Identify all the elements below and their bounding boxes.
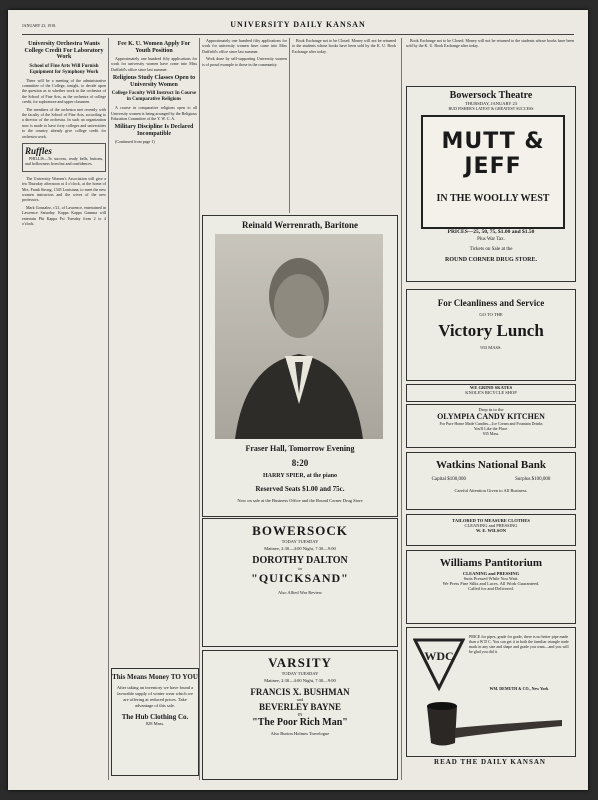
column-rule — [108, 38, 109, 780]
read-the-kansan-footer: READ THE DAILY KANSAN — [434, 758, 546, 766]
olympia-line-3: You'll Like the Place. — [473, 426, 509, 431]
ruffles-title: Ruffles — [25, 145, 52, 156]
varsity-when: TODAY TUESDAY — [281, 671, 319, 676]
bowersock-film: "QUICKSAND" — [251, 571, 349, 585]
bowersock-name: BOWERSOCK — [252, 523, 348, 538]
skates-line-2: KNOLE'S BICYCLE SHOP — [465, 390, 517, 395]
column-2 — [111, 38, 197, 147]
theatre-tickets: Tickets on Sale at the — [469, 247, 513, 252]
article-paragraph: Book Exchange not to be Closed. Money will not be returned to the students whose books have been sold by the K. U. Book Exchange after today. — [406, 38, 574, 49]
bowersock-in: in — [298, 566, 302, 571]
concert-pianist: HARRY SPIER, at the piano — [262, 473, 338, 479]
wdc-ad-text: PRICE for pipes, grade for grade, there is no better pipe made than a W D C. You can get it in both the familiar triangle trade mark in any size and shape and grade you want—and you will be glad you did it. — [469, 634, 569, 654]
column-rule — [401, 38, 402, 780]
wdc-logo — [413, 636, 465, 692]
theatre-store: ROUND CORNER DRUG STORE. — [445, 257, 537, 263]
newspaper-title: UNIVERSITY DAILY KANSAN — [230, 20, 366, 29]
pantorium-line-4: Called for and Delivered. — [468, 586, 514, 591]
tailored-name: W. E. WILSON — [475, 528, 506, 533]
bowersock-when: TODAY TUESDAY — [281, 539, 319, 544]
victory-name: Victory Lunch — [438, 321, 544, 340]
pantorium-name: Williams Pantitorium — [439, 557, 543, 569]
book-exchange-note — [406, 38, 574, 82]
watkins-surplus: Surplus $100,000 — [515, 477, 551, 482]
article-paragraph: A course in comparative religions open to all University women is being arranged by the Religious Education Committee of the Y. W. C. A. — [111, 105, 197, 122]
varsity-name: VARSITY — [268, 655, 332, 670]
bowersock-star: DOROTHY DALTON — [252, 555, 348, 566]
article-paragraph: The members of the orchestra met recently with the faculty of the School of Fine Arts, according to a director of the orchestra. In such an organization now is made to have forty colleges and universities to the country already give college credit for orchestra work. — [22, 106, 106, 139]
article-paragraph: (Continued from page 1) — [115, 139, 155, 145]
headline-religious-study: Religious Study Classes Open to University Women — [112, 75, 196, 88]
theatre-subtitle: BUD FISHER'S LATEST & GREATEST SUCCESS — [448, 106, 534, 111]
article-paragraph: Approximately one hundred fifty applications for work for university women have come into Miss Duffield's office since last summer. — [202, 38, 287, 54]
theatre-tax: Plus War Tax. — [477, 237, 505, 242]
concert-prices: Reserved Seats $1.00 and 75c. — [255, 485, 345, 493]
victory-address: 933 MASS. — [480, 345, 502, 350]
article-paragraph: There will be a meeting of the administrative committee of the College, tonight, to decide upon the question as to whether work in the orchestra of the School of Fine Arts, as the orchestra of college credit, for sophomore and upper classmen. — [22, 77, 106, 105]
wdc-pipe-ad — [406, 627, 576, 757]
show-subtitle: IN THE WOOLLY WEST — [436, 193, 550, 204]
ruffles-note: PHILLIS—To success, ready bells, buttons, and hollowness from but and confidences. — [25, 155, 103, 167]
headline-women-apply: Fee K. U. Women Apply For Youth Position — [117, 41, 191, 54]
concert-venue: Fraser Hall, Tomorrow Evening — [245, 444, 355, 453]
hub-clothing-ad — [111, 668, 199, 776]
mutt-jeff-artwork — [421, 115, 565, 229]
pantorium-line-1: CLEANING and PRESSING — [462, 571, 520, 576]
article-paragraph: Mark Gonzalez, c'21, of Lawrence, entertained in Lawrence Saturday. Kappa Kappa Gamma will entertain Phi Kappa Psi Tuesday from 2 to 4 o'clock. — [22, 204, 106, 227]
theatre-date: THURSDAY, JANUARY 23 — [465, 101, 517, 106]
subhead-religious-study: College Faculty Will Instruct In Course in Comparative Religions — [111, 91, 197, 103]
concert-time: 8:20 — [291, 458, 309, 468]
theatre-name: Bowersock Theatre — [449, 90, 533, 101]
bowersock-also: Also Allied War Review — [278, 590, 322, 595]
tailored-line-2: CLEANING and PRESSING — [464, 523, 518, 528]
hub-ad-body: After taking an inventory we have found a favorable supply of winter wear which we are offering at reduced prices. Take advantage of this sale. — [116, 685, 194, 708]
bowersock-times: Matinee, 2:30—4:00 Night, 7:30—9:00 — [264, 546, 336, 551]
skates-line-1: WE GRIND SKATES — [469, 385, 513, 390]
masthead — [22, 20, 574, 35]
varsity-star-2: BEVERLEY BAYNE — [258, 702, 342, 712]
column-1 — [22, 38, 106, 228]
portrait-illustration — [215, 234, 383, 439]
concert-sale-info: Now on sale at the Business Office and the Round Corner Drug Store — [237, 498, 363, 503]
bowersock-film-ad — [202, 518, 398, 647]
article-paragraph: Approximately one hundred fifty applications for work for university women have come into Miss Duffield's office since last summer. — [111, 56, 197, 72]
wdc-triangle-icon — [413, 636, 465, 692]
williams-pantitorium-ad — [406, 550, 576, 624]
article-paragraph: The University Women's Association will give a tea Thursday afternoon at 4 o'clock, at the home of Mrs. Frank Strong, 1345 Louisiana, to meet the new women instructors and the wives of the new professors. — [22, 175, 106, 203]
pipe-icon — [417, 698, 567, 748]
column-4 — [292, 38, 396, 56]
hub-ad-address: 828 Mass. — [145, 721, 165, 726]
article-paragraph: Book Exchange not to be Closed. Money will not be returned to the students whose books have been sold by the K. U. Book Exchange after today. — [292, 38, 396, 54]
varsity-in: IN — [297, 712, 303, 717]
varsity-and: and — [296, 697, 304, 702]
article-paragraph: Work done by self-supporting University women is of proud example to those in the community. — [202, 56, 287, 67]
wilson-tailor-ad — [406, 514, 576, 546]
portrait-photo — [215, 234, 383, 439]
watkins-tagline: Careful Attention Given to All Business. — [454, 488, 528, 493]
tailored-line-1: TAILORED TO MEASURE CLOTHES — [452, 518, 530, 523]
watkins-bank-ad — [406, 452, 576, 510]
watkins-figures — [407, 477, 575, 482]
headline-orchestra: University Orchestra Wants College Credit For Laboratory Work — [24, 41, 104, 60]
newspaper-page — [8, 10, 588, 790]
olympia-candy-ad — [406, 404, 576, 448]
varsity-times: Matinee, 2:30—4:00 Night, 7:30—9:00 — [264, 678, 336, 683]
bowersock-theatre-ad — [406, 86, 576, 282]
column-rule — [199, 38, 200, 780]
wdc-maker: WM. DEMUTH & CO., New York — [489, 686, 549, 691]
subhead-orchestra: School of Fine Arts Will Furnish Equipment for Symphony Work — [29, 63, 99, 75]
olympia-name: OLYMPIA CANDY KITCHEN — [437, 412, 545, 421]
knoles-bicycle-ad — [406, 384, 576, 402]
concert-title: Reinald Werrenrath, Baritone — [242, 220, 358, 230]
ruffles-box — [22, 143, 106, 172]
olympia-line-1: Drop in to the — [478, 407, 504, 412]
werrenrath-concert-ad — [202, 215, 398, 517]
watkins-name: Watkins National Bank — [435, 459, 547, 471]
victory-line-1: For Cleanliness and Service — [437, 298, 545, 308]
issue-date: JANUARY 23, 1918. — [22, 23, 57, 28]
varsity-also: Also Burton Holmes Travelogue — [270, 731, 330, 736]
column-rule — [289, 38, 290, 213]
victory-line-2: GO TO THE — [479, 312, 503, 317]
olympia-address: 935 Mass. — [482, 431, 500, 436]
pantorium-line-2: Suits Pressed While You Wait. — [463, 576, 519, 581]
column-3 — [202, 38, 287, 69]
varsity-film: "The Poor Rich Man" — [252, 717, 348, 728]
pantorium-line-3: We Press Fine Silks and Laces. All Work Guaranteed. — [442, 581, 540, 586]
victory-lunch-ad — [406, 289, 576, 381]
wdc-logo-text: WDC — [424, 649, 454, 663]
headline-military-discipline: Military Discipline Is Declared Incompatible — [114, 124, 194, 137]
hub-ad-title: This Means Money TO YOU — [112, 673, 198, 681]
show-title: MUTT & JEFF — [441, 129, 545, 179]
theatre-prices: PRICES—25, 50, 75, $1.00 and $1.50 — [447, 229, 535, 235]
watkins-capital: Capital $100,000 — [431, 477, 467, 482]
olympia-line-2: For Pure Home Made Candies—Ice Cream and Fountain Drinks — [439, 421, 543, 426]
varsity-film-ad — [202, 650, 398, 780]
hub-ad-signature: The Hub Clothing Co. — [121, 713, 189, 721]
varsity-star-1: FRANCIS X. BUSHMAN — [250, 687, 350, 697]
